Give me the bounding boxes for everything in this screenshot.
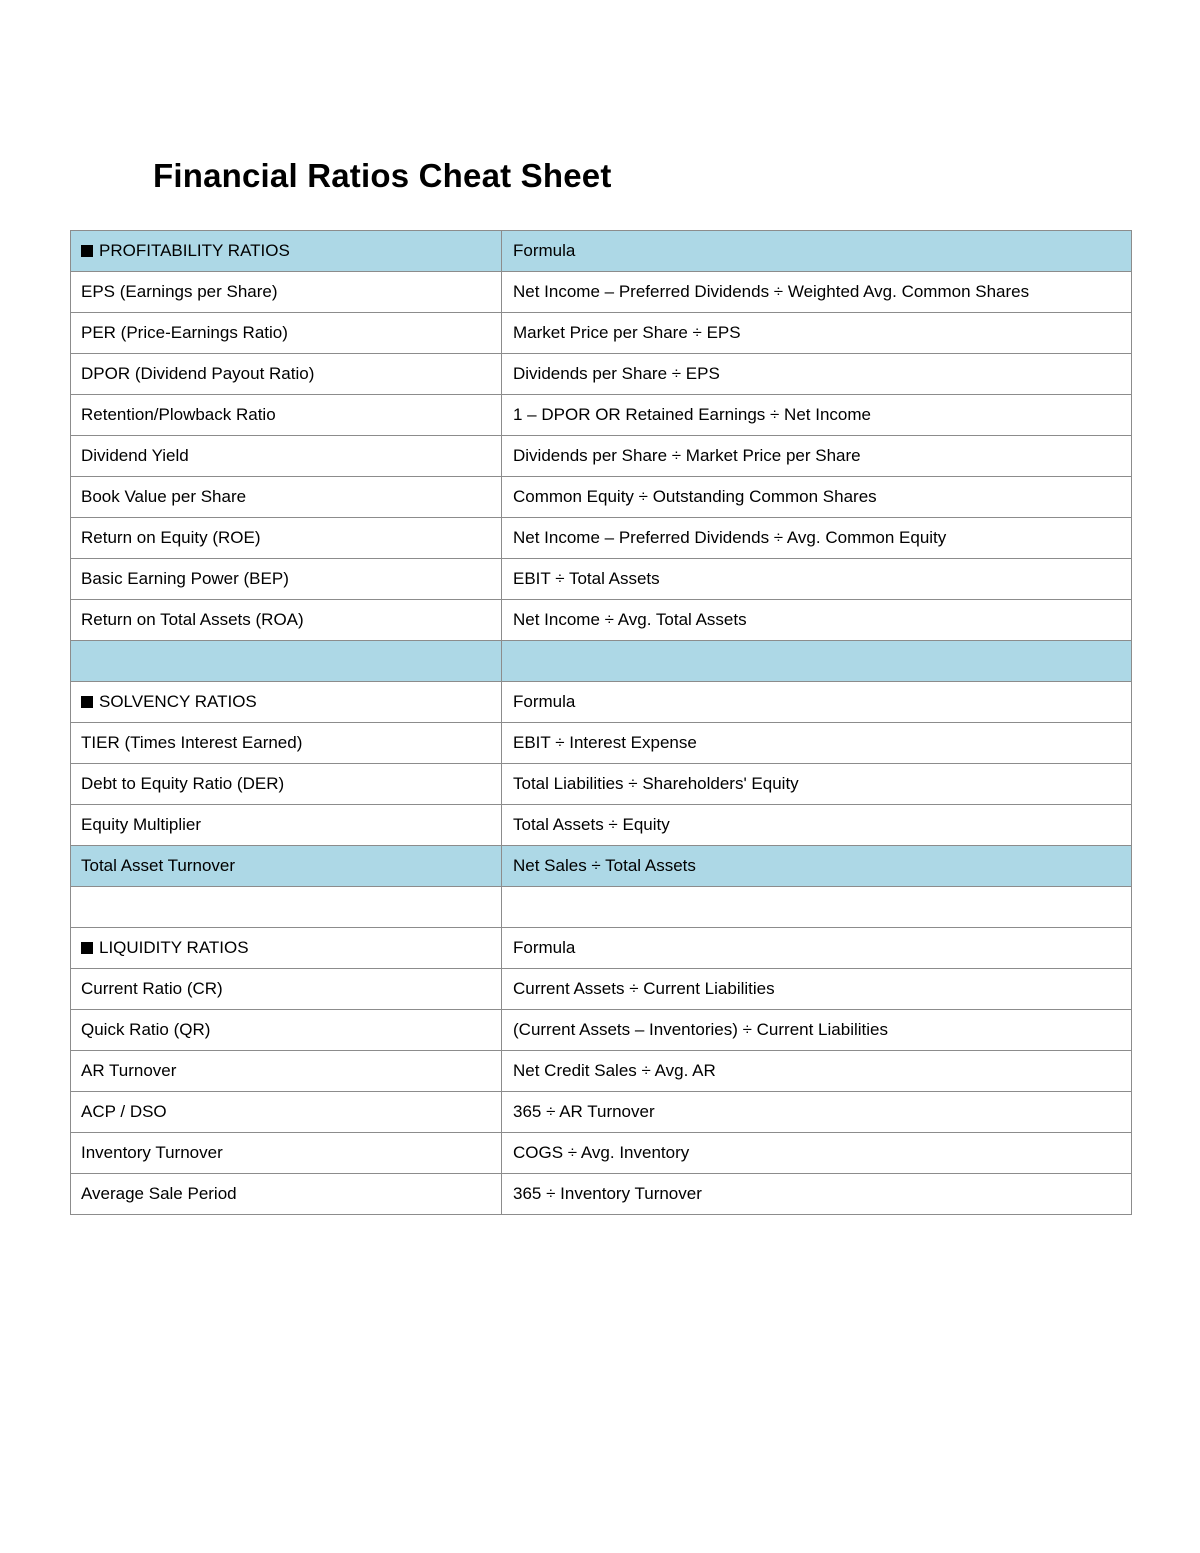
formula-header-cell (502, 682, 1132, 723)
table-row (71, 436, 1132, 477)
formula-cell (502, 477, 1132, 518)
ratio-name: Basic Earning Power (BEP) (81, 569, 289, 588)
ratio-name: Retention/Plowback Ratio (81, 405, 276, 424)
black-square-icon (81, 942, 93, 954)
formula-cell (502, 764, 1132, 805)
table-row (71, 354, 1132, 395)
ratio-name-cell (71, 1174, 502, 1215)
formula-text: Net Income ÷ Avg. Total Assets (513, 610, 747, 629)
table-row (71, 600, 1132, 641)
spacer-row (71, 641, 1132, 682)
ratio-name: EPS (Earnings per Share) (81, 282, 278, 301)
table-row (71, 1133, 1132, 1174)
table-row (71, 272, 1132, 313)
table-row (71, 1010, 1132, 1051)
formula-text: Current Assets ÷ Current Liabilities (513, 979, 775, 998)
formula-cell (502, 887, 1132, 928)
ratio-name: Dividend Yield (81, 446, 189, 465)
section-title: PROFITABILITY RATIOS (99, 241, 290, 260)
table-row (71, 313, 1132, 354)
ratio-name-cell (71, 641, 502, 682)
ratio-name-cell (71, 805, 502, 846)
formula-cell (502, 354, 1132, 395)
ratio-name-cell (71, 887, 502, 928)
spacer-row (71, 887, 1132, 928)
ratio-name: PER (Price-Earnings Ratio) (81, 323, 288, 342)
formula-text: Net Income – Preferred Dividends ÷ Weighted Avg. Common Shares (513, 282, 1030, 301)
formula-cell (502, 723, 1132, 764)
ratio-name-cell (71, 313, 502, 354)
ratio-name-cell (71, 600, 502, 641)
formula-cell (502, 641, 1132, 682)
table-row (71, 764, 1132, 805)
ratio-name: Return on Equity (ROE) (81, 528, 261, 547)
ratio-name: Equity Multiplier (81, 815, 201, 834)
formula-text: 1 – DPOR OR Retained Earnings ÷ Net Income (513, 405, 871, 424)
table-row (71, 1174, 1132, 1215)
ratio-name: ACP / DSO (81, 1102, 167, 1121)
formula-cell (502, 846, 1132, 887)
ratios-table-body (71, 231, 1132, 1215)
ratio-name: Return on Total Assets (ROA) (81, 610, 304, 629)
table-row (71, 723, 1132, 764)
ratio-name-cell (71, 1092, 502, 1133)
formula-header: Formula (513, 938, 576, 957)
formula-text: 365 ÷ AR Turnover (513, 1102, 655, 1121)
formula-cell (502, 395, 1132, 436)
section-header-row (71, 682, 1132, 723)
ratio-name: Book Value per Share (81, 487, 247, 506)
section-title-cell (71, 231, 502, 272)
table-row (71, 559, 1132, 600)
formula-header-cell (502, 231, 1132, 272)
table-row (71, 969, 1132, 1010)
formula-cell (502, 313, 1132, 354)
formula-text: Total Assets ÷ Equity (513, 815, 670, 834)
ratio-name: Average Sale Period (81, 1184, 237, 1203)
formula-cell (502, 805, 1132, 846)
black-square-icon (81, 245, 93, 257)
ratios-table (70, 230, 1132, 1215)
section-title: LIQUIDITY RATIOS (99, 938, 249, 957)
ratio-name-cell (71, 764, 502, 805)
ratio-name-cell (71, 395, 502, 436)
ratio-name-cell (71, 436, 502, 477)
ratio-name: Inventory Turnover (81, 1143, 223, 1162)
ratio-name-cell (71, 1133, 502, 1174)
page-title: Financial Ratios Cheat Sheet (153, 157, 612, 194)
ratio-name-cell (71, 1010, 502, 1051)
formula-cell (502, 1092, 1132, 1133)
formula-text: Dividends per Share ÷ EPS (513, 364, 720, 383)
formula-text: Total Liabilities ÷ Shareholders' Equity (513, 774, 799, 793)
ratio-name: Debt to Equity Ratio (DER) (81, 774, 285, 793)
ratio-name-cell (71, 354, 502, 395)
ratio-name-cell (71, 559, 502, 600)
section-header-row (71, 928, 1132, 969)
ratio-name: Total Asset Turnover (81, 856, 236, 875)
ratio-name-cell (71, 969, 502, 1010)
formula-text: EBIT ÷ Interest Expense (513, 733, 697, 752)
formula-text: Dividends per Share ÷ Market Price per Share (513, 446, 861, 465)
formula-cell (502, 518, 1132, 559)
section-title-cell (71, 682, 502, 723)
section-title-cell (71, 928, 502, 969)
table-row (71, 395, 1132, 436)
table-row (71, 1092, 1132, 1133)
ratio-name-cell (71, 1051, 502, 1092)
ratio-name: Current Ratio (CR) (81, 979, 223, 998)
formula-cell (502, 600, 1132, 641)
section-header-row (71, 231, 1132, 272)
formula-text: Market Price per Share ÷ EPS (513, 323, 741, 342)
ratio-name: DPOR (Dividend Payout Ratio) (81, 364, 315, 383)
formula-text: Common Equity ÷ Outstanding Common Shares (513, 487, 877, 506)
ratio-name-cell (71, 272, 502, 313)
table-row (71, 518, 1132, 559)
formula-header: Formula (513, 241, 576, 260)
formula-cell (502, 1051, 1132, 1092)
formula-text: Net Sales ÷ Total Assets (513, 856, 696, 875)
black-square-icon (81, 696, 93, 708)
formula-header: Formula (513, 692, 576, 711)
ratio-name-cell (71, 846, 502, 887)
formula-text: (Current Assets – Inventories) ÷ Current Liabilities (513, 1020, 888, 1039)
table-row (71, 805, 1132, 846)
formula-cell (502, 1174, 1132, 1215)
ratio-name: Quick Ratio (QR) (81, 1020, 211, 1039)
ratio-name-cell (71, 723, 502, 764)
formula-text: Net Income – Preferred Dividends ÷ Avg. Common Equity (513, 528, 947, 547)
table-row (71, 477, 1132, 518)
formula-text: COGS ÷ Avg. Inventory (513, 1143, 690, 1162)
formula-cell (502, 436, 1132, 477)
formula-cell (502, 272, 1132, 313)
ratio-name: TIER (Times Interest Earned) (81, 733, 303, 752)
ratio-name-cell (71, 518, 502, 559)
formula-header-cell (502, 928, 1132, 969)
section-title: SOLVENCY RATIOS (99, 692, 257, 711)
ratio-name-cell (71, 477, 502, 518)
formula-cell (502, 559, 1132, 600)
table-row (71, 846, 1132, 887)
formula-cell (502, 1010, 1132, 1051)
formula-text: Net Credit Sales ÷ Avg. AR (513, 1061, 716, 1080)
table-row (71, 1051, 1132, 1092)
formula-text: 365 ÷ Inventory Turnover (513, 1184, 702, 1203)
ratio-name: AR Turnover (81, 1061, 177, 1080)
formula-cell (502, 969, 1132, 1010)
formula-cell (502, 1133, 1132, 1174)
formula-text: EBIT ÷ Total Assets (513, 569, 660, 588)
